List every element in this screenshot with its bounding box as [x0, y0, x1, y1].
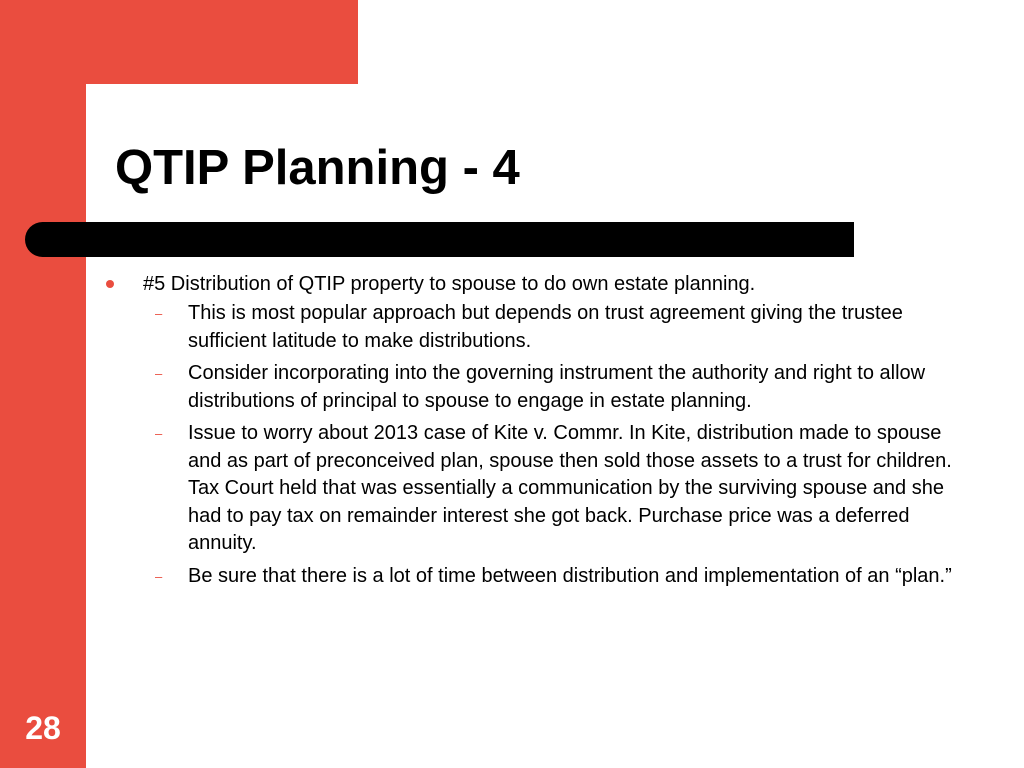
page-number: 28 [25, 710, 61, 746]
bullet-dot-icon [106, 280, 114, 288]
accent-frame-top [0, 0, 358, 84]
slide-title: QTIP Planning - 4 [115, 141, 520, 195]
dash-icon: – [155, 426, 163, 441]
dash-icon: – [155, 306, 163, 321]
sub-bullet-text: Be sure that there is a lot of time between distribution and implementation of an “plan.” [188, 564, 952, 587]
bullet-text: #5 Distribution of QTIP property to spouse to do own estate planning. [143, 273, 756, 295]
title-divider-bar [25, 222, 854, 257]
bullet-item [100, 270, 960, 298]
slide-body [100, 270, 960, 595]
sub-bullet-text: Consider incorporating into the governing instrument the authority and right to allow distributions of principal to spouse to engage in estate planning. [188, 362, 926, 412]
dash-icon: – [155, 568, 163, 584]
sub-bullet-text: This is most popular approach but depends on trust agreement giving the trustee sufficient latitude to make distributions. [188, 302, 903, 352]
sub-bullet-text: Issue to worry about 2013 case of Kite v. Commr. In Kite, distribution made to spouse and as part of preconceived plan, spouse then sold those assets to a trust for children. Tax Court held that was essentially a communication by the surviving spouse and she had to pay tax on remainder interest she got back. Purchase price was a deferred annuity. [188, 422, 952, 554]
sub-bullet-item [100, 563, 960, 591]
accent-frame-left [0, 0, 86, 768]
sub-bullet-item [100, 360, 960, 415]
sub-bullet-item [100, 420, 960, 558]
sub-bullet-item [100, 300, 960, 355]
dash-icon: – [155, 366, 163, 381]
sub-bullet-list [100, 300, 960, 590]
